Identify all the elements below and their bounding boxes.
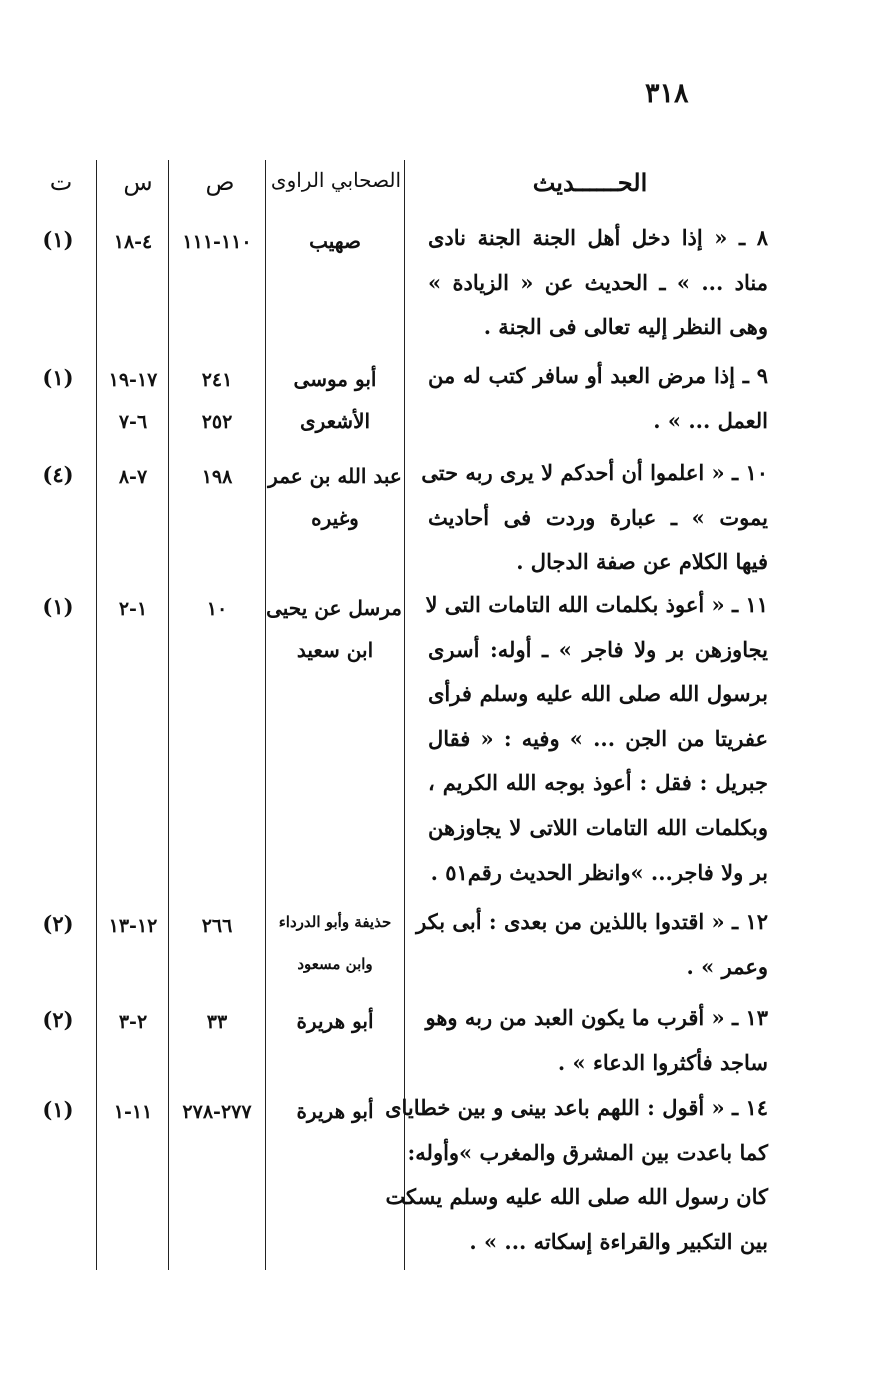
line-ref-cell: ٢-٣	[118, 1011, 148, 1033]
narrator-cell: صهيب	[309, 229, 361, 253]
hadith-line: جبريل : فقل : أعوذ بوجه الله الكريم ،	[428, 770, 768, 796]
hadith-line: بين التكبير والقراءة إسكاته ... » .	[469, 1228, 768, 1254]
header-hadith: الحــــــديث	[532, 168, 648, 197]
hadith-line: وهى النظر إليه تعالى فى الجنة .	[483, 314, 768, 340]
page-ref-cell: ٢٥٢	[201, 411, 233, 433]
page-number: ٣١٨	[645, 78, 689, 109]
header-narrator: الصحابي الراوی	[270, 168, 402, 192]
page-ref-cell: ١١٠-١١١	[182, 231, 252, 253]
hadith-line: مناد ... » ـ الحديث عن « الزيادة »	[428, 269, 768, 295]
note-number: (٢)	[42, 1007, 74, 1032]
narrator-cell: أبو هريرة	[296, 1009, 374, 1033]
page-ref-cell: ٣٣	[206, 1011, 228, 1033]
hadith-entry-start: ١٣ ـ « أقرب ما يكون العبد من ربه وهو	[425, 1005, 768, 1030]
header-note: ت	[49, 168, 73, 196]
hadith-line: وبكلمات الله التامات اللاتى لا يجاوزهن	[428, 815, 768, 840]
hadith-line: العمل ... » .	[653, 407, 768, 433]
page-ref-cell: ٢٧٧-٢٧٨	[182, 1101, 252, 1123]
note-number: (١)	[42, 227, 74, 252]
page-ref-cell: ١٩٨	[201, 466, 233, 488]
column-divider	[96, 160, 97, 1270]
narrator-cell: الأشعرى	[299, 409, 371, 433]
hadith-entry-start: ٩ ـ إذا مرض العبد أو سافر كتب له من	[428, 363, 768, 388]
narrator-cell: حذيفة وأبو الدرداء	[278, 913, 392, 931]
header-page: ص	[205, 168, 235, 196]
hadith-line: برسول الله صلى الله عليه وسلم فرأى	[428, 681, 768, 707]
narrator-cell: عبد الله بن عمر	[268, 464, 402, 488]
line-ref-cell: ٦-٧	[118, 411, 148, 433]
hadith-line: يجاوزهن بر ولا فاجر » ـ أوله: أسرى	[428, 636, 768, 662]
hadith-line: بر ولا فاجر... »وانظر الحديث رقم٥١ .	[430, 859, 768, 885]
line-ref-cell: ٤-١٨	[113, 231, 153, 253]
note-number: (٤)	[42, 462, 74, 487]
line-ref-cell: ١٢-١٣	[108, 915, 158, 937]
page-ref-cell: ١٠	[206, 598, 228, 620]
line-ref-cell: ١-٢	[118, 598, 148, 620]
narrator-cell: أبو هريرة	[296, 1099, 374, 1123]
header-line: س	[123, 168, 153, 196]
narrator-cell: وغيره	[311, 506, 359, 530]
note-number: (٢)	[42, 911, 74, 936]
hadith-line: كما باعدت بين المشرق والمغرب »وأوله:	[407, 1139, 768, 1165]
hadith-entry-start: ١١ ـ « أعوذ بكلمات الله التامات التى لا	[425, 592, 768, 617]
hadith-line: وعمر » .	[686, 953, 768, 979]
narrator-cell: مرسل عن يحيى	[266, 596, 402, 620]
note-number: (١)	[42, 594, 74, 619]
line-ref-cell: ٧-٨	[118, 466, 148, 488]
narrator-cell: أبو موسى	[293, 367, 377, 391]
hadith-entry-start: ١٢ ـ « اقتدوا باللذين من بعدى : أبى بكر	[416, 909, 768, 934]
hadith-line: كان رسول الله صلى الله عليه وسلم يسكت	[385, 1184, 768, 1210]
hadith-line: ساجد فأكثروا الدعاء » .	[557, 1049, 768, 1075]
column-divider	[265, 160, 266, 1270]
hadith-line: يموت » ـ عبارة وردت فى أحاديث	[428, 504, 768, 530]
line-ref-cell: ١٧-١٩	[108, 369, 158, 391]
note-number: (١)	[42, 365, 74, 390]
hadith-entry-start: ١٠ ـ « اعلموا أن أحدكم لا يرى ربه حتى	[421, 460, 768, 485]
page-ref-cell: ٢٤١	[201, 369, 233, 391]
hadith-entry-start: ١٤ ـ « أقول : اللهم باعد بينى و بين خطاياى	[385, 1095, 768, 1120]
hadith-line: عفريتا من الجن ... » وفيه : « فقال	[428, 725, 768, 751]
note-number: (١)	[42, 1097, 74, 1122]
page-ref-cell: ٢٦٦	[201, 915, 233, 937]
hadith-entry-start: ٨ ـ « إذا دخل أهل الجنة الجنة نادى	[428, 225, 768, 250]
narrator-cell: ابن سعيد	[296, 638, 374, 662]
hadith-line: فيها الكلام عن صفة الدجال .	[516, 549, 768, 575]
line-ref-cell: ١١-١	[113, 1101, 153, 1123]
narrator-cell: وابن مسعود	[297, 955, 373, 973]
column-divider	[168, 160, 169, 1270]
